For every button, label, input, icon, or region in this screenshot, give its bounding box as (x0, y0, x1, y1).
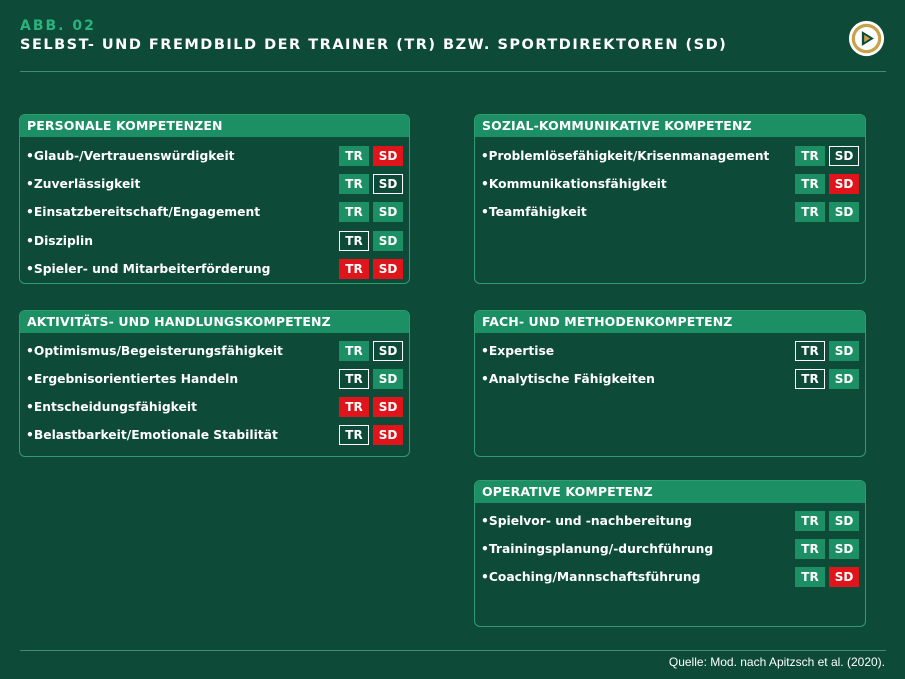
list-item (481, 341, 859, 361)
item-label: •Spielvor- und -nachbereitung (481, 514, 692, 528)
panel-title: OPERATIVE KOMPETENZ (475, 481, 865, 503)
list-item (481, 174, 859, 194)
sd-badge: SD (829, 202, 859, 222)
tr-badge: TR (339, 202, 369, 222)
sd-badge: SD (373, 231, 403, 251)
list-item (26, 231, 403, 251)
list-item (481, 146, 859, 166)
list-item (26, 202, 403, 222)
sd-badge: SD (373, 174, 403, 194)
panel-sozial-kommunikative-kompetenz (474, 114, 866, 284)
list-item (481, 202, 859, 222)
panel-title: AKTIVITÄTS- UND HANDLUNGSKOMPETENZ (20, 311, 409, 333)
tr-badge: TR (339, 259, 369, 279)
tr-badge: TR (339, 231, 369, 251)
item-label: •Spieler- und Mitarbeiterförderung (26, 262, 271, 276)
item-label: •Kommunikationsfähigkeit (481, 177, 667, 191)
item-label: •Ergebnisorientiertes Handeln (26, 372, 239, 386)
tr-badge: TR (795, 539, 825, 559)
list-item (26, 341, 403, 361)
item-label: •Expertise (481, 344, 555, 358)
list-item (26, 259, 403, 279)
sd-badge: SD (373, 397, 403, 417)
list-item (481, 511, 859, 531)
tr-badge: TR (795, 174, 825, 194)
dfb-logo-icon (848, 20, 885, 57)
item-label: •Trainingsplanung/-durchführung (481, 542, 714, 556)
sd-badge: SD (373, 341, 403, 361)
panel-title: PERSONALE KOMPETENZEN (20, 115, 409, 137)
list-item (26, 146, 403, 166)
tr-badge: TR (795, 146, 825, 166)
tr-badge: TR (795, 511, 825, 531)
panel-aktivitaets-kompetenz (19, 310, 410, 457)
item-label: •Belastbarkeit/Emotionale Stabilität (26, 428, 278, 442)
list-item (481, 567, 859, 587)
sd-badge: SD (373, 146, 403, 166)
footer-divider (20, 650, 886, 651)
list-item (26, 425, 403, 445)
sd-badge: SD (373, 425, 403, 445)
tr-badge: TR (339, 174, 369, 194)
sd-badge: SD (373, 202, 403, 222)
item-label: •Zuverlässigkeit (26, 177, 141, 191)
list-item (26, 369, 403, 389)
panel-operative-kompetenz (474, 480, 866, 627)
sd-badge: SD (829, 567, 859, 587)
tr-badge: TR (339, 341, 369, 361)
item-label: •Glaub-/Vertrauenswürdigkeit (26, 149, 235, 163)
tr-badge: TR (339, 146, 369, 166)
list-item (26, 174, 403, 194)
item-label: •Disziplin (26, 234, 93, 248)
sd-badge: SD (829, 539, 859, 559)
panel-title: SOZIAL-KOMMUNIKATIVE KOMPETENZ (475, 115, 865, 137)
tr-badge: TR (795, 202, 825, 222)
panel-title: FACH- UND METHODENKOMPETENZ (475, 311, 865, 333)
figure-label: ABB. 02 (20, 18, 96, 34)
sd-badge: SD (829, 369, 859, 389)
sd-badge: SD (829, 174, 859, 194)
tr-badge: TR (795, 369, 825, 389)
sd-badge: SD (373, 369, 403, 389)
list-item (26, 397, 403, 417)
item-label: •Optimismus/Begeisterungsfähigkeit (26, 344, 283, 358)
header-divider (20, 71, 886, 72)
panel-fach-methodenkompetenz (474, 310, 866, 457)
tr-badge: TR (795, 341, 825, 361)
figure-title: SELBST- UND FREMDBILD DER TRAINER (TR) BZW. SPORTDIREKTOREN (SD) (20, 37, 728, 53)
item-label: •Einsatzbereitschaft/Engagement (26, 205, 261, 219)
tr-badge: TR (339, 425, 369, 445)
sd-badge: SD (829, 341, 859, 361)
item-label: •Analytische Fähigkeiten (481, 372, 655, 386)
item-label: •Teamfähigkeit (481, 205, 587, 219)
sd-badge: SD (373, 259, 403, 279)
sd-badge: SD (829, 146, 859, 166)
item-label: •Entscheidungsfähigkeit (26, 400, 197, 414)
source-note: Quelle: Mod. nach Apitzsch et al. (2020). (668, 655, 885, 669)
item-label: •Coaching/Mannschaftsführung (481, 570, 701, 584)
tr-badge: TR (339, 397, 369, 417)
tr-badge: TR (795, 567, 825, 587)
tr-badge: TR (339, 369, 369, 389)
panel-personale-kompetenzen (19, 114, 410, 284)
list-item (481, 369, 859, 389)
sd-badge: SD (829, 511, 859, 531)
item-label: •Problemlösefähigkeit/Krisenmanagement (481, 149, 770, 163)
figure-header (20, 18, 890, 53)
list-item (481, 539, 859, 559)
